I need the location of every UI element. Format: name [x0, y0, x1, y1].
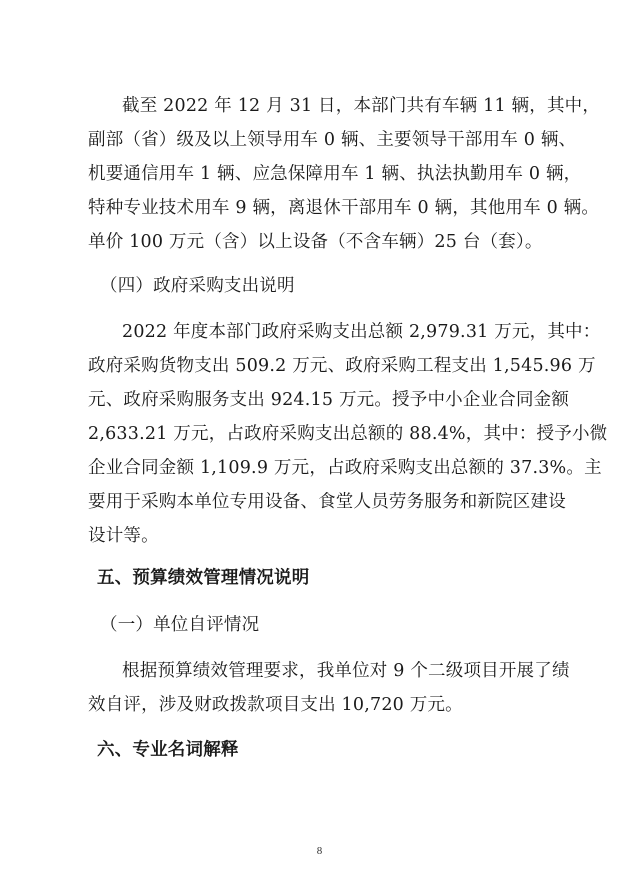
paragraph-procurement-line-2: 政府采购货物支出 509.2 万元、政府采购工程支出 1,545.96 万 [88, 356, 596, 376]
paragraph-procurement-line-5: 企业合同金额 1,109.9 万元，占政府采购支出总额的 37.3%。主 [88, 458, 602, 478]
heading-section-6: 六、专业名词解释 [97, 740, 239, 760]
paragraph-procurement-line-1: 2022 年度本部门政府采购支出总额 2,979.31 万元，其中： [122, 322, 601, 342]
paragraph-vehicles-line-5: 单价 100 万元（含）以上设备（不含车辆）25 台（套）。 [88, 232, 543, 252]
paragraph-vehicles-line-3: 机要通信用车 1 辆、应急保障用车 1 辆、执法执勤用车 0 辆， [88, 164, 582, 184]
paragraph-procurement-line-3: 元、政府采购服务支出 924.15 万元。授予中小企业合同金额 [88, 390, 570, 410]
paragraph-procurement-line-7: 设计等。 [88, 526, 159, 546]
heading-procurement: （四）政府采购支出说明 [100, 276, 295, 296]
page-number: 8 [316, 845, 323, 857]
paragraph-vehicles-line-1: 截至 2022 年 12 月 31 日，本部门共有车辆 11 辆，其中， [122, 96, 601, 116]
paragraph-self-eval-line-1: 根据预算绩效管理要求，我单位对 9 个二级项目开展了绩 [122, 661, 570, 681]
paragraph-vehicles-line-2: 副部（省）级及以上领导用车 0 辆、主要领导干部用车 0 辆、 [88, 130, 577, 150]
paragraph-procurement-line-4: 2,633.21 万元，占政府采购支出总额的 88.4%，其中：授予小微 [88, 424, 608, 444]
heading-section-5: 五、预算绩效管理情况说明 [97, 568, 310, 588]
paragraph-procurement-line-6: 要用于采购本单位专用设备、食堂人员劳务服务和新院区建设 [88, 492, 566, 512]
paragraph-self-eval-line-2: 效自评，涉及财政拨款项目支出 10,720 万元。 [88, 695, 463, 715]
paragraph-vehicles-line-4: 特种专业技术用车 9 辆，离退休干部用车 0 辆，其他用车 0 辆。 [88, 198, 600, 218]
heading-self-eval: （一）单位自评情况 [100, 615, 260, 635]
